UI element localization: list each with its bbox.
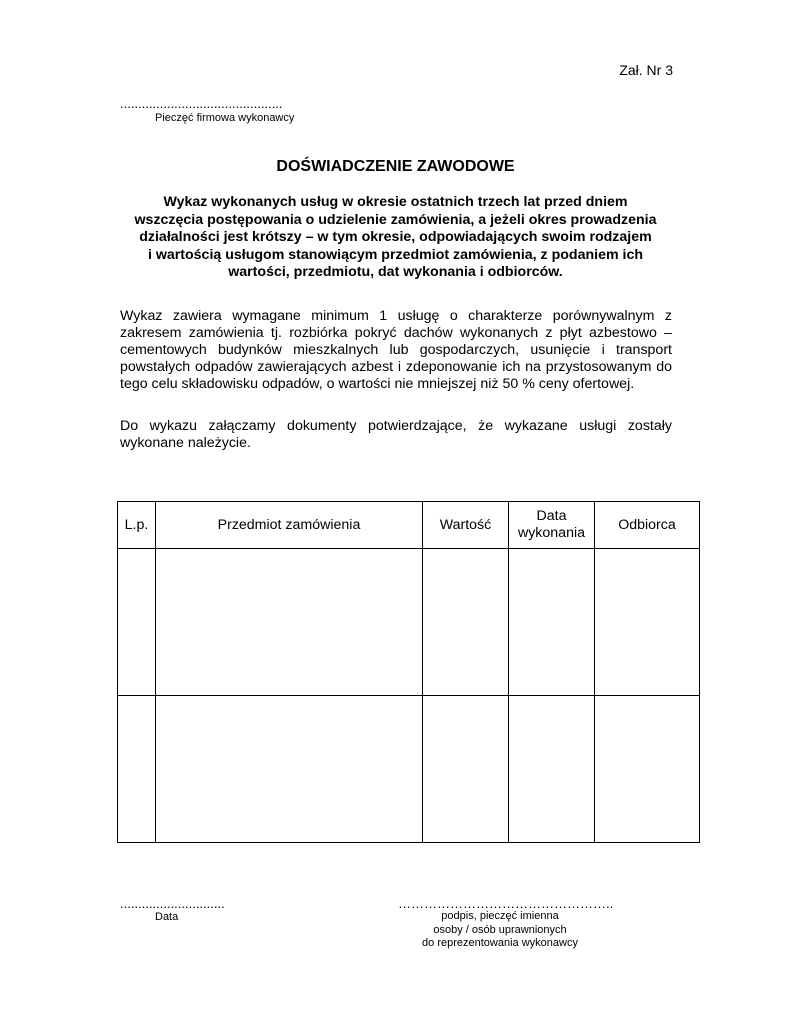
- header-lp: L.p.: [118, 502, 156, 549]
- cell-subject[interactable]: [156, 696, 423, 843]
- cell-value[interactable]: [423, 549, 509, 696]
- requirements-paragraph: Wykaz zawiera wymagane minimum 1 usługę o charakterze porównywalnym z zakresem zamówienia tj. rozbiórka pokryć dachów wykonanych z płyt azbestowo – cementowych budynków mieszkalnych lub gospodarczych, usunięcie i transport powstałych odpadów zawierających azbest i zdeponowanie ich na przystosowanym do tego celu składowisku odpadów, o wartości nie mniejszej niż 50 % ceny ofertowej.: [120, 308, 672, 392]
- cell-subject[interactable]: [156, 549, 423, 696]
- date-label: Data: [155, 911, 179, 923]
- header-date-line: wykonania: [517, 525, 586, 541]
- signature-label-line: do reprezentowania wykonawcy: [422, 937, 578, 949]
- date-line: .............................: [120, 896, 225, 911]
- header-date-line: Data: [536, 508, 567, 524]
- company-stamp-line: .............................................: [120, 96, 283, 111]
- signature-line: …………………………………………..: [398, 896, 614, 911]
- subtitle-line: działalności jest krótszy – w tym okresie, odpowiadających swoim rodzajem: [139, 229, 652, 245]
- header-subject: Przedmiot zamówienia: [156, 502, 423, 549]
- attachments-paragraph: Do wykazu załączamy dokumenty potwierdzające, że wykazane usługi zostały wykonane należycie.: [120, 418, 672, 451]
- signature-label-line: osoby / osób uprawnionych: [433, 923, 567, 936]
- cell-recipient[interactable]: [595, 549, 700, 696]
- annex-number: Zał. Nr 3: [619, 62, 673, 78]
- subtitle-line: wszczęcia postępowania o udzielenie zamówienia, a jeżeli okres prowadzenia: [134, 211, 657, 228]
- subtitle-line: i wartością usługom stanowiącym przedmiot zamówienia, z podaniem ich: [147, 246, 644, 263]
- cell-date[interactable]: [509, 549, 595, 696]
- document-subtitle: [110, 194, 681, 282]
- table-row: [118, 696, 700, 843]
- signature-label-line: podpis, pieczęć imienna: [441, 910, 559, 922]
- subtitle-line: wartości, przedmiotu, dat wykonania i odbiorców.: [228, 264, 563, 280]
- cell-recipient[interactable]: [595, 696, 700, 843]
- table-row: [118, 549, 700, 696]
- experience-table: [117, 501, 700, 843]
- document-title: DOŚWIADCZENIE ZAWODOWE: [276, 158, 515, 175]
- header-date: [509, 502, 595, 549]
- table-header-row: [118, 502, 700, 549]
- header-value: Wartość: [423, 502, 509, 549]
- cell-lp[interactable]: [118, 696, 156, 843]
- header-recipient: Odbiorca: [595, 502, 700, 549]
- subtitle-line: Wykaz wykonanych usług w okresie ostatnich trzech lat przed dniem: [163, 194, 628, 210]
- cell-lp[interactable]: [118, 549, 156, 696]
- signature-label: [405, 910, 595, 951]
- cell-value[interactable]: [423, 696, 509, 843]
- company-stamp-label: Pieczęć firmowa wykonawcy: [155, 112, 295, 124]
- cell-date[interactable]: [509, 696, 595, 843]
